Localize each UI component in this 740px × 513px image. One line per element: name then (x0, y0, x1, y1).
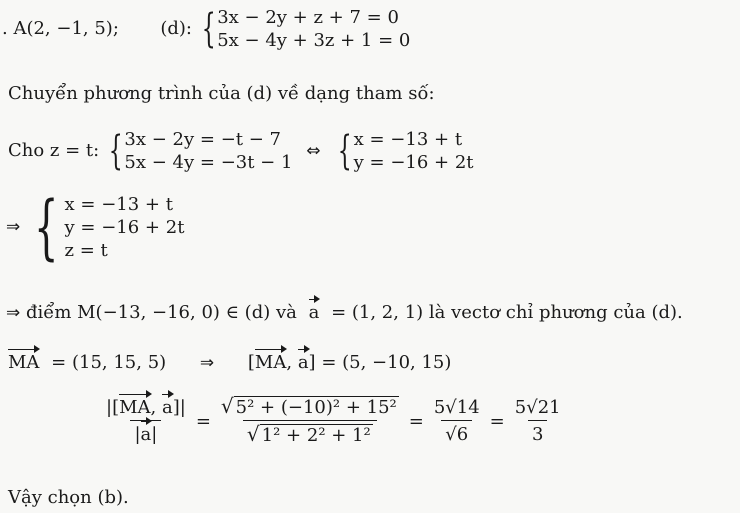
vector-a-cross: a (297, 352, 309, 373)
frac3-num: 5√14 (433, 397, 480, 418)
distance-formula: $\frac{|[MA, a]|}{|a|}$ = √ 5² + (−10)² + 15² √ 1² + 2² + 1² = $\frac{5√14}{√6}$ = $\frac{5√21}{3}$ (102, 396, 565, 446)
left-brace: { (34, 186, 59, 268)
frac4-den: 3 (528, 420, 547, 445)
let-line (8, 128, 474, 174)
problem-prefix: . A(2, −1, 5); (2, 18, 119, 39)
frac4-num: 5√21 (514, 397, 561, 418)
let-res2: y = −16 + 2t (353, 152, 474, 173)
sqrt-denominator: 1² + 2² + 1² (261, 425, 371, 446)
point-text-2: = (1, 2, 1) là vectơ chỉ phương của (d). (331, 302, 683, 323)
system-d (198, 6, 411, 52)
d-eq2: 5x − 4y + 3z + 1 = 0 (217, 30, 411, 51)
frac3-den: √6 (441, 420, 472, 445)
param-y: y = −16 + 2t (64, 216, 185, 238)
param-x: x = −13 + t (64, 193, 173, 215)
d-label: (d): (160, 18, 192, 39)
convert-text: Chuyển phương trình của (d) về dạng tham số: (8, 83, 435, 104)
point-text-1: điểm M(−13, −16, 0) ∈ (d) và (25, 302, 297, 323)
param-z: z = t (64, 239, 108, 261)
system-param (26, 186, 185, 268)
let-eq1: 3x − 2y = −t − 7 (124, 129, 281, 150)
fraction-1: $\frac{|[MA, a]|}{|a|}$ (106, 397, 186, 445)
let-res1: x = −13 + t (353, 129, 463, 150)
cross-value: = (5, −10, 15) (321, 352, 452, 373)
let-label: Cho z = t: (8, 140, 100, 161)
ma-line: MA = (15, 15, 5) ⇒ [MA, a] = (5, −10, 15) (8, 352, 452, 373)
param-line (6, 186, 185, 268)
vector-ma-cross: MA (254, 352, 287, 373)
problem-line (2, 6, 410, 52)
vector-a: a (308, 302, 320, 323)
point-line (6, 302, 683, 323)
implies-icon: ⇒ (6, 217, 21, 237)
sqrt-numerator: 5² + (−10)² + 15² (235, 397, 397, 418)
left-brace: { (108, 128, 123, 174)
vector-a-den: a (140, 424, 152, 445)
let-eq2: 5x − 4y = −3t − 1 (124, 152, 293, 173)
vector-ma: MA (8, 352, 40, 373)
implies-icon: ⇒ (199, 353, 215, 373)
fraction-3 (430, 397, 484, 445)
vector-a-num: a (161, 397, 173, 418)
d-eq1: 3x − 2y + z + 7 = 0 (217, 7, 399, 28)
left-brace: { (337, 128, 352, 174)
fraction-4 (511, 397, 565, 445)
fraction-2: √ 5² + (−10)² + 15² √ 1² + 2² + 1² (220, 394, 397, 446)
left-brace: { (201, 6, 216, 52)
implies-icon: ⇒ (6, 303, 21, 323)
iff-icon: ⇔ (306, 141, 321, 161)
system-result (334, 128, 473, 174)
vector-ma-num: MA (119, 397, 151, 418)
conclusion: Vậy chọn (b). (8, 487, 129, 508)
cross-open: [ (247, 352, 255, 373)
system-let (105, 128, 292, 174)
ma-value: = (15, 15, 5) (51, 352, 167, 373)
cross-close: ] (308, 352, 316, 373)
